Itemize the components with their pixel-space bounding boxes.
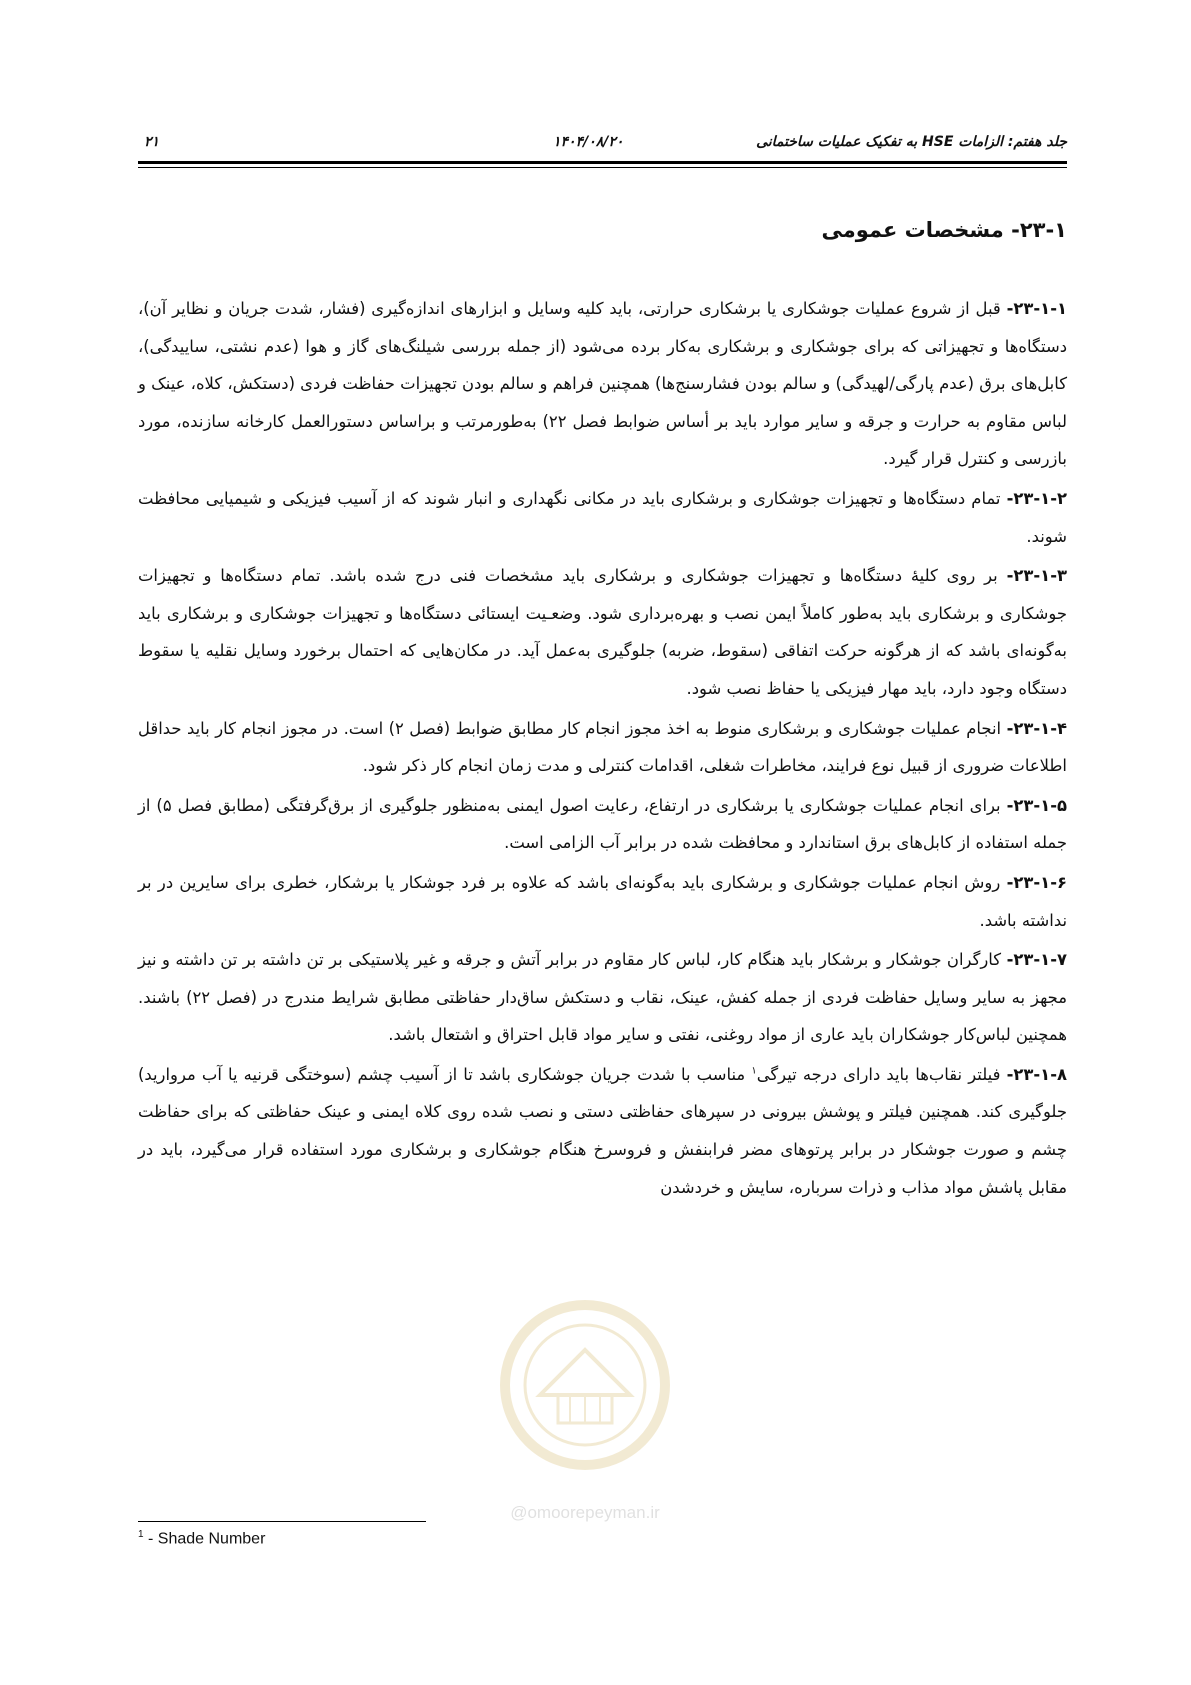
paragraph: [138, 787, 1067, 862]
paragraph-text: کارگران جوشکار و برشکار باید هنگام کار، لباس کار مقاوم در برابر آتش و جرقه و غیر پلاستیکی بر تن داشته بر تن داشته و نیز مجهز به سایر وسایل حفاظت فردی از جمله کفش، عینک، نقاب و دستکش ساق‌دار حفاظتی مطابق شرایط مندرج در (فصل ۲۲) باشند. همچنین لباس‌کار جوشکاران باید عاری از مواد روغنی، نفتی و سایر مواد قابل احتراق و اشتعال باشد.: [138, 950, 1067, 1045]
clause-number: ۲۳-۱-۸-: [1006, 1064, 1067, 1084]
footnote: [138, 1529, 265, 1548]
clause-number: ۲۳-۱-۷-: [1006, 950, 1067, 970]
watermark-logo-icon: [470, 1285, 700, 1485]
paragraph: [138, 290, 1067, 478]
paragraph: [138, 710, 1067, 785]
page-number: ۲۱: [144, 134, 160, 150]
paragraph: [138, 1056, 1067, 1206]
header-title: جلد هفتم: الزامات HSE به تفکیک عملیات ساختمانی: [756, 134, 1067, 150]
paragraph-text: تمام دستگاه‌ها و تجهیزات جوشکاری و برشکاری باید در مکانی نگهداری و انبار شوند که از آسیب فیزیکی و شیمیایی محافظت شوند.: [138, 488, 1067, 546]
clause-number: ۲۳-۱-۱-: [1006, 299, 1067, 318]
footnote-text: - Shade Number: [143, 1530, 266, 1548]
header-rule-thick: [138, 161, 1067, 164]
paragraph-text: روش انجام عملیات جوشکاری و برشکاری باید به‌گونه‌ای باشد که علاوه بر فرد جوشکار یا برشکار، خطری برای سایرین در بر نداشته باشد.: [138, 872, 1067, 930]
clause-number: ۲۳-۱-۳-: [1006, 566, 1067, 586]
clause-number: ۲۳-۱-۶-: [1006, 872, 1067, 892]
paragraph: [138, 864, 1067, 939]
header-date: ۱۴۰۴/۰۸/۲۰: [553, 134, 624, 150]
footnote-marker: 1: [138, 1529, 144, 1540]
paragraph: [138, 557, 1067, 707]
clause-number: ۲۳-۱-۵-: [1006, 795, 1068, 815]
paragraph-text: مناسب با شدت جریان جوشکاری باشد تا از آسیب چشم (سوختگی قرنیه یا آب مروارید) جلوگیری کند. همچنین فیلتر و پوشش بیرونی در سپرهای حفاظتی دستی و نصب شده روی کلاه ایمنی و عینک حفاظتی که برای حفاظت چشم و صورت جوشکار در برابر پرتوهای مضر فرابنفش و فروسرخ هنگام جوشکاری و برشکاری مورد استفاده قرار می‌گیرد، باید در مقابل پاشش مواد مذاب و ذرات سرباره، سایش و خردشدن: [138, 1064, 1067, 1197]
section-title: ۲۳-۱- مشخصات عمومی: [821, 218, 1067, 242]
footnote-rule: [138, 1521, 426, 1522]
paragraph-text: بر روی کلیهٔ دستگاه‌ها و تجهیزات جوشکاری و برشکاری باید مشخصات فنی درج شده باشد. تمام دستگاه‌ها و تجهیزات جوشکاری و برشکاری باید به‌طور کاملاً ایمن نصب و بهره‌برداری شود. وضعـیت ایستائی دستگاه‌ها و تجهیزات جوشکاری و برشکاری باید به‌گونه‌ای باشد که از هرگونه حرکت اتفاقی (سقوط، ضربه) جلوگیری به‌عمل آید. در مکان‌هایی که احتمال برخورد وسایل نقلیه یا سقوط دستگاه وجود دارد، باید مهار فیزیکی یا حفاظ نصب شود.: [138, 566, 1067, 698]
clause-number: ۲۳-۱-۲-: [1006, 488, 1067, 508]
paragraph-text: برای انجام عملیات جوشکاری یا برشکاری در ارتفاع، رعایت اصول ایمنی به‌منظور جلوگیری از برق‌گرفتگی (مطابق فصل ۵) از جمله استفاده از کابل‌های برق استاندارد و محافظت شده در برابر آب الزامی است.: [138, 795, 1067, 853]
watermark: [470, 1285, 700, 1555]
clause-number: ۲۳-۱-۴-: [1006, 718, 1067, 738]
paragraph-text: انجام عملیات جوشکاری و برشکاری منوط به اخذ مجوز انجام کار مطابق ضوابط (فصل ۲) است. در مجوز انجام کار باید حداقل اطلاعات ضروری از قبیل نوع فرایند، مخاطرات شغلی، اقدامات کنترلی و مدت زمان انجام کار ذکر شود.: [138, 718, 1067, 776]
paragraph: [138, 480, 1067, 555]
paragraph: [138, 941, 1067, 1054]
header-rule-thin: [138, 167, 1067, 168]
paragraph-text: قبل از شروع عملیات جوشکاری یا برشکاری حرارتی، باید کلیه وسایل و ابزارهای اندازه‌گیری (فشار، شدت جریان و نظایر آن)، دستگاه‌ها و تجهیزاتی که برای جوشکاری و برشکاری به‌کار برده می‌شود (از جمله بررسی شیلنگ‌های گاز و هوا (عدم نشتی، ساییدگی)، کابل‌های برق (عدم پارگی/لهیدگی) و سالم بودن فشارسنج‌ها) همچنین فراهم و سالم بودن تجهیزات حفاظت فردی (دستکش، کلاه، عینک و لباس مقاوم به حرارت و جرقه و سایر موارد باید بر أساس ضوابط فصل ۲۲) به‌طورمرتب و براساس دستورالعمل کارخانه سازنده، مورد بازرسی و کنترل قرار گیرد.: [138, 299, 1067, 469]
footnote-ref[interactable]: ۱: [751, 1065, 757, 1077]
page-header: [138, 128, 1067, 156]
body-text: [138, 290, 1067, 1208]
paragraph-text: فیلتر نقاب‌ها باید دارای درجه تیرگی: [756, 1064, 1007, 1084]
watermark-site: @omoorepeyman.ir: [510, 1503, 660, 1522]
